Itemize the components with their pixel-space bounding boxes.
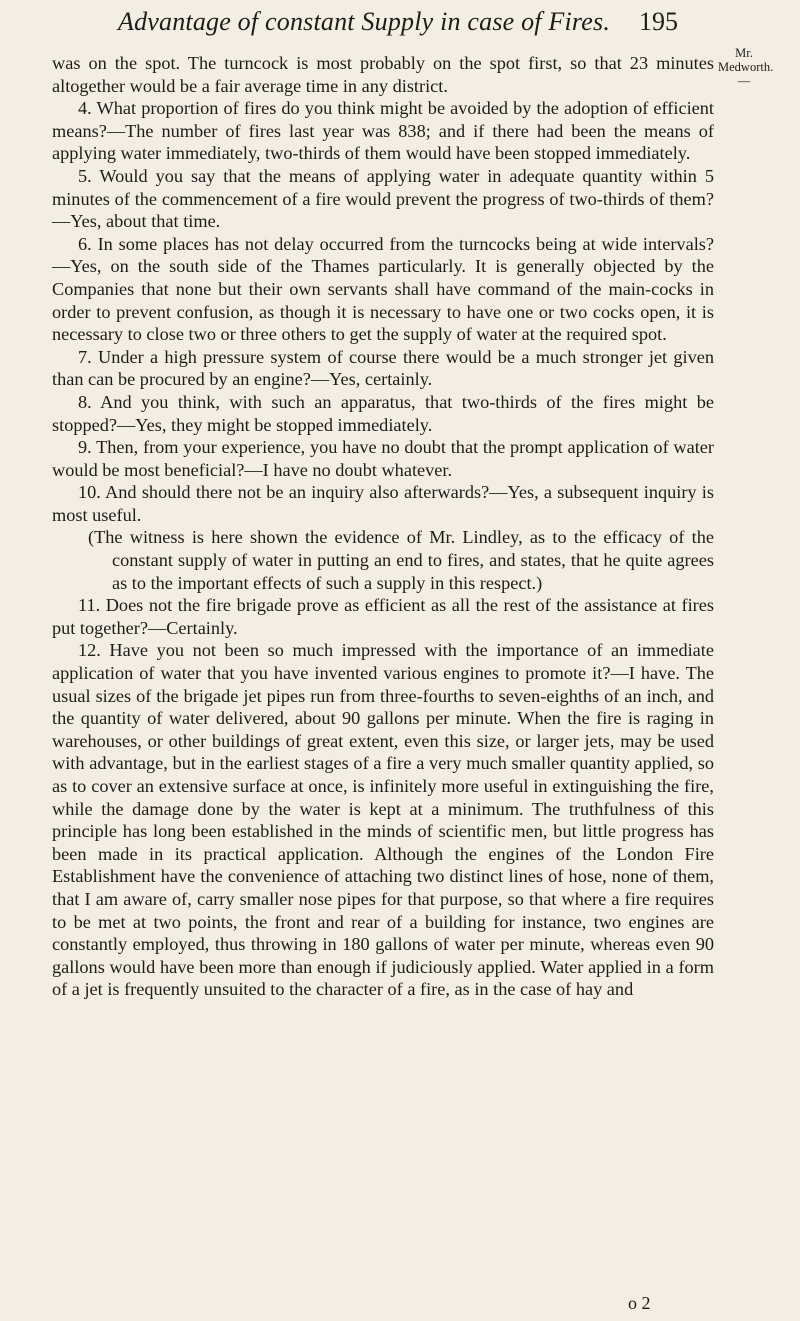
question-5: 5. Would you say that the means of applying water in adequate quantity within 5 minutes of the commencement of a fire would prevent the progress of two-thirds of them?—Yes, about that time. xyxy=(52,165,714,232)
running-title: Advantage of constant Supply in case of Fires. xyxy=(118,7,611,36)
question-7: 7. Under a high pressure system of course there would be a much stronger jet given than can be procured by an engine?—Yes, certainly. xyxy=(52,346,714,390)
question-6: 6. In some places has not delay occurred from the turncocks being at wide intervals?—Yes, on the south side of the Thames particularly. It is generally objected by the Companies that none but their own servants shall have command of the main-cocks in order to prevent confusion, as though it is necessary to have one or two cocks open, it is necessary to close two or three others to get the supply of water at the required spot. xyxy=(52,233,714,345)
question-8: 8. And you think, with such an apparatus, that two-thirds of the fires might be stopped?—Yes, they might be stopped immediately. xyxy=(52,391,714,435)
question-4: 4. What proportion of fires do you think might be avoided by the adoption of efficient means?—The number of fires last year was 838; and if there had been the means of applying water immediately, two-thirds of them would have been stopped immediately. xyxy=(52,98,714,164)
paragraph-continued: was on the spot. The turncock is most probably on the spot first, so that 23 minutes altogether would be a fair average time in any district. xyxy=(52,53,714,96)
signature-mark: o 2 xyxy=(628,1293,651,1313)
witness-note: (The witness is here shown the evidence of Mr. Lindley, as to the efficacy of the constant supply of water in putting an end to fires, and states, that he quite agrees as to the important effects of such a supply in this respect.) xyxy=(88,527,714,593)
margin-note-line3: — xyxy=(737,74,751,88)
margin-note-witness xyxy=(718,46,774,88)
running-header xyxy=(118,2,678,42)
question-11: 11. Does not the fire brigade prove as efficient as all the rest of the assistance at fires put together?—Certainly. xyxy=(52,595,714,638)
margin-note-line2: Medworth. xyxy=(718,60,774,74)
page-body xyxy=(52,52,714,1001)
question-9: 9. Then, from your experience, you have no doubt that the prompt application of water would be most beneficial?—I have no doubt whatever. xyxy=(52,437,714,480)
question-12: 12. Have you not been so much impressed with the importance of an immediate application of water that you have invented various engines to promote it?—I have. The usual sizes of the brigade jet pipes run from three-fourths to seven-eighths of an inch, and the quantity of water delivered, about 90 gallons per minute. When the fire is raging in warehouses, or other buildings of great extent, even this size, or larger jets, may be used with advantage, but in the earliest stages of a fire a very much smaller quantity applied, so as to cover an extensive surface at once, is infinitely more useful in extinguishing the fire, while the damage done by the water is kept at a minimum. The truthfulness of this principle has long been established in the minds of scientific men, but little progress has been made in its practical application. Although the engines of the London Fire Establishment have the convenience of attaching two distinct lines of hose, none of them, that I am aware of, carry smaller nose pipes for that purpose, so that where a fire requires to be met at two points, the front and rear of a building for instance, two engines are constantly employed, thus throwing in 180 gallons of water per minute, whereas even 90 gallons would have been more than enough if judiciously applied. Water applied in a form of a jet is frequently unsuited to the character of a fire, as in the case of hay and xyxy=(52,640,714,1000)
margin-note-line1: Mr. xyxy=(735,46,753,60)
page-number: 195 xyxy=(639,7,678,36)
question-10: 10. And should there not be an inquiry also afterwards?—Yes, a subsequent inquiry is most useful. xyxy=(52,482,714,525)
